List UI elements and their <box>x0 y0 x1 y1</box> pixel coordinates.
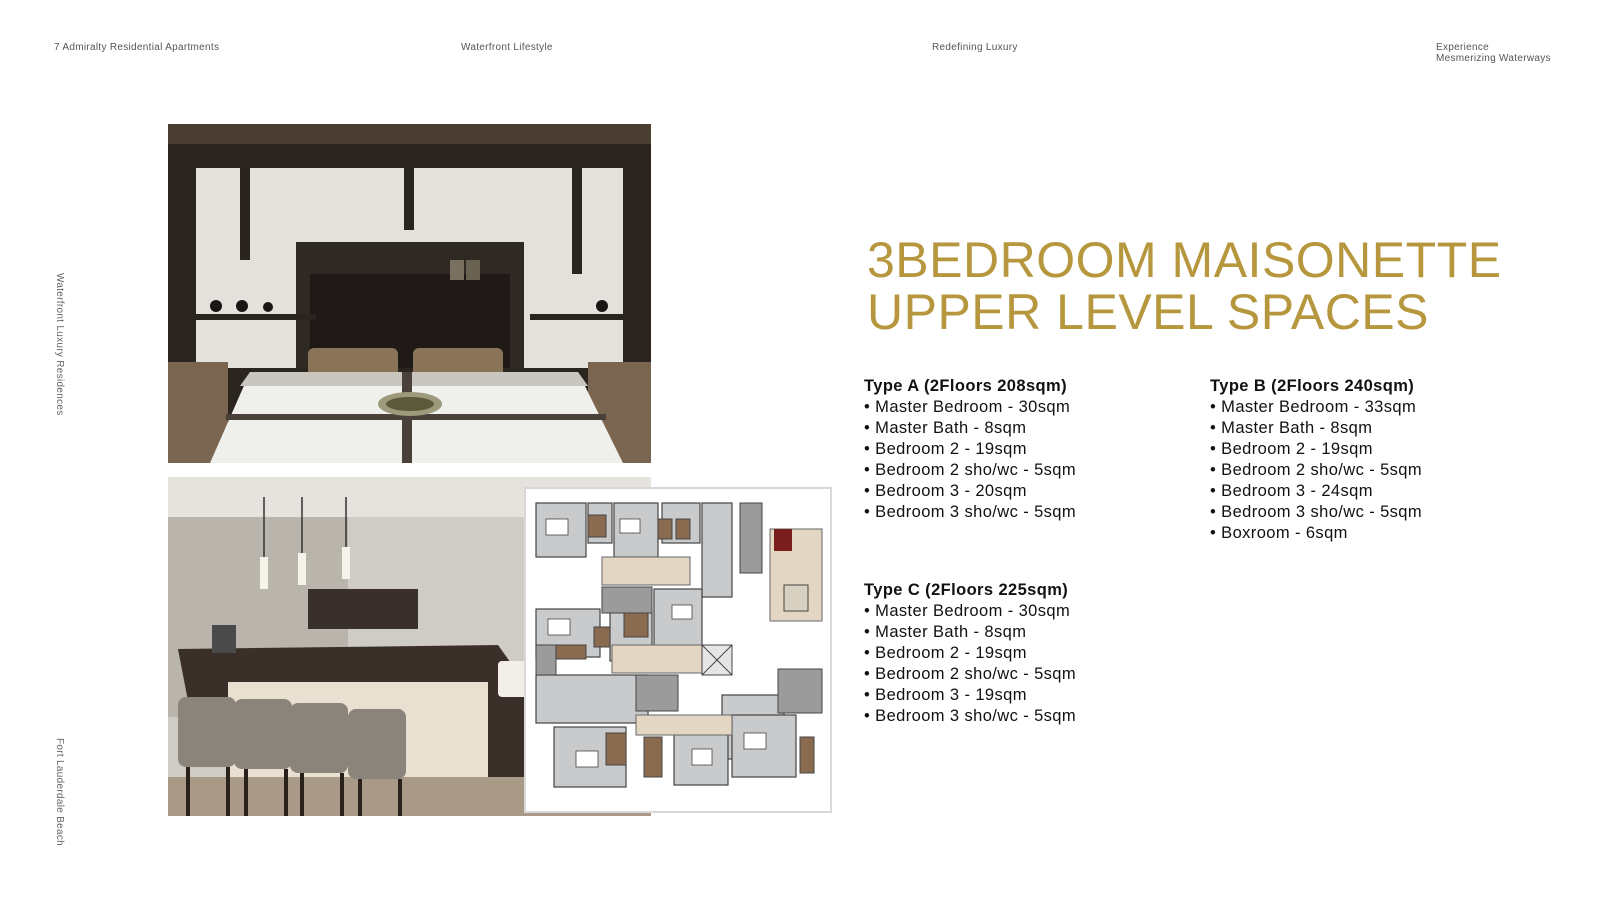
header-project-name: 7 Admiralty Residential Apartments <box>54 42 220 53</box>
list-item: • Bedroom 2 sho/wc - 5sqm <box>1210 460 1422 481</box>
floor-plan-drawing <box>526 489 830 811</box>
header-luxury: Redefining Luxury <box>932 42 1018 53</box>
list-item: • Bedroom 2 sho/wc - 5sqm <box>864 460 1076 481</box>
type-a-list <box>864 397 1076 523</box>
list-item: • Bedroom 3 sho/wc - 5sqm <box>864 502 1076 523</box>
list-item: • Boxroom - 6sqm <box>1210 523 1422 544</box>
list-item: • Bedroom 3 sho/wc - 5sqm <box>864 706 1076 727</box>
list-item: • Bedroom 2 - 19sqm <box>864 643 1076 664</box>
type-c-heading: Type C (2Floors 225sqm) <box>864 581 1069 599</box>
list-item: • Master Bath - 8sqm <box>864 622 1076 643</box>
header-tagline-line2: Mesmerizing Waterways <box>1436 53 1551 64</box>
page-title <box>867 234 1502 338</box>
header-tagline <box>1436 42 1551 64</box>
header-tagline-line1: Experience <box>1436 42 1490 53</box>
type-b-list <box>1210 397 1422 544</box>
floor-plan <box>524 487 832 813</box>
list-item: • Bedroom 3 sho/wc - 5sqm <box>1210 502 1422 523</box>
list-item: • Master Bedroom - 33sqm <box>1210 397 1422 418</box>
dining-room-illustration <box>168 124 651 463</box>
list-item: • Master Bedroom - 30sqm <box>864 601 1076 622</box>
header-lifestyle: Waterfront Lifestyle <box>461 42 553 53</box>
type-c-list <box>864 601 1076 727</box>
list-item: • Master Bath - 8sqm <box>1210 418 1422 439</box>
dining-room-photo <box>168 124 651 463</box>
type-b-heading: Type B (2Floors 240sqm) <box>1210 377 1415 395</box>
list-item: • Bedroom 3 - 19sqm <box>864 685 1076 706</box>
type-b-spec <box>1210 376 1422 544</box>
list-item: • Bedroom 2 - 19sqm <box>1210 439 1422 460</box>
list-item: • Bedroom 2 sho/wc - 5sqm <box>864 664 1076 685</box>
list-item: • Master Bedroom - 30sqm <box>864 397 1076 418</box>
side-label-bottom: Fort Lauderdale Beach <box>54 738 65 847</box>
type-a-spec <box>864 376 1076 523</box>
list-item: • Bedroom 3 - 24sqm <box>1210 481 1422 502</box>
type-a-heading: Type A (2Floors 208sqm) <box>864 377 1067 395</box>
type-c-spec <box>864 580 1076 727</box>
page-title-line1: 3BEDROOM MAISONETTE <box>867 232 1502 288</box>
list-item: • Bedroom 2 - 19sqm <box>864 439 1076 460</box>
list-item: • Bedroom 3 - 20sqm <box>864 481 1076 502</box>
side-label-top: Waterfront Luxury Residences <box>54 273 65 416</box>
page-title-line2: UPPER LEVEL SPACES <box>867 284 1430 340</box>
list-item: • Master Bath - 8sqm <box>864 418 1076 439</box>
